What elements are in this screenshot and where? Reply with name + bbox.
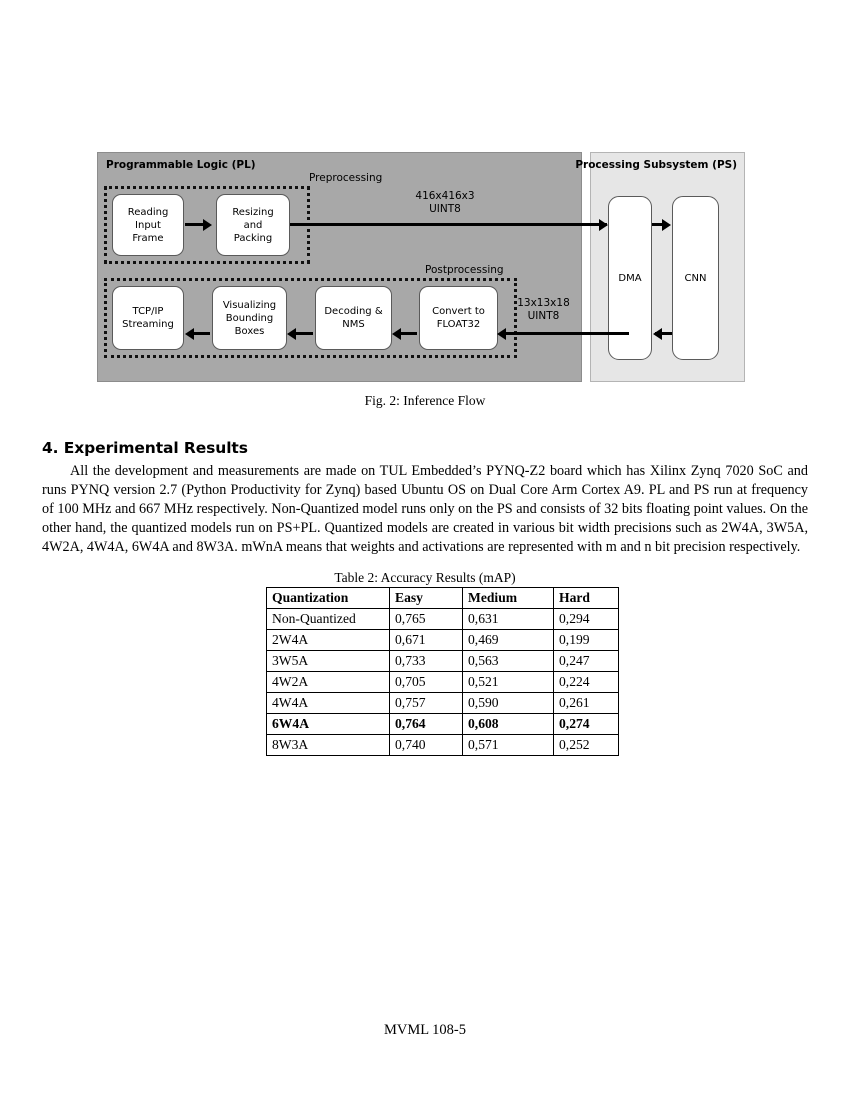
arrow-dma-to-convert-line [501,332,629,335]
arrow-resizing-to-dma-head [599,219,608,231]
process-box-convert-to-float32: Convert to FLOAT32 [419,286,498,350]
table-caption: Table 2: Accuracy Results (mAP) [334,570,516,585]
process-box-visualizing-bounding-boxes: Visualizing Bounding Boxes [212,286,287,350]
cell-easy: 0,765 [390,609,463,630]
inference-flow-diagram [97,152,745,382]
table-row [267,609,619,630]
cell-easy: 0,733 [390,651,463,672]
cell-medium: 0,608 [463,714,554,735]
arrow-decoding-to-visualize-head [287,328,296,340]
cell-quantization: 3W5A [267,651,390,672]
cell-medium: 0,521 [463,672,554,693]
arrow-dma-to-cnn-head [662,219,671,231]
table-header-hard: Hard [554,588,619,609]
table-row [267,651,619,672]
cell-hard: 0,261 [554,693,619,714]
cell-hard: 0,224 [554,672,619,693]
cell-quantization: 6W4A [267,714,390,735]
process-box-dma: DMA [608,196,652,360]
cell-quantization: 4W2A [267,672,390,693]
table-row [267,672,619,693]
table-row [267,693,619,714]
page-footer: MVML 108-5 [383,1022,467,1038]
cell-hard: 0,252 [554,735,619,756]
cell-easy: 0,757 [390,693,463,714]
postprocessing-group-label: Postprocessing [425,264,504,276]
accuracy-results-table [266,587,619,756]
process-box-reading-input-frame: Reading Input Frame [112,194,184,256]
process-box-cnn: CNN [672,196,719,360]
process-box-tcpip-streaming: TCP/IP Streaming [112,286,184,350]
preprocessing-group-label: Preprocessing [309,172,383,184]
processing-subsystem-title: Processing Subsystem (PS) [575,159,737,171]
cell-medium: 0,563 [463,651,554,672]
programmable-logic-title: Programmable Logic (PL) [106,159,256,171]
table-body [267,609,619,756]
table-header-medium: Medium [463,588,554,609]
arrow-cnn-to-dma-head [653,328,662,340]
cell-quantization: 2W4A [267,630,390,651]
cell-hard: 0,274 [554,714,619,735]
arrow-visualize-to-tcpip-head [185,328,194,340]
table-row [267,714,619,735]
cell-medium: 0,631 [463,609,554,630]
cell-medium: 0,469 [463,630,554,651]
cell-medium: 0,571 [463,735,554,756]
arrow-resizing-to-dma-line [290,223,607,226]
process-box-resizing-and-packing: Resizing and Packing [216,194,290,256]
paragraph-experimental-setup: All the development and measurements are made on TUL Embedded’s PYNQ-Z2 board which has Xilinx Zynq 7020 SoC and runs PYNQ version 2.7 (Python Productivity for Zynq) based Ubuntu OS on Dual Core Arm Cortex A9. PL and PS run at frequency of 100 MHz and 667 MHz respectively. Non-Quantized model runs only on the PS and consists of 32 bits floating point values. On the other hand, the quantized models run on PS+PL. Quantized models are created in various bit width precisions such as 2W4A, 3W5A, 4W2A, 4W4A, 6W4A and 8W3A. mWnA means that weights and activations are represented with m and n bit precision respectively. [42,463,808,555]
arrow-reading-to-resizing-head [203,219,212,231]
cell-easy: 0,740 [390,735,463,756]
dataflow-label-input: 416x416x3 UINT8 [415,190,475,215]
arrow-reading-to-resizing-line [185,223,205,226]
table-row [267,735,619,756]
dataflow-label-output: 13x13x18 UINT8 [517,297,570,322]
arrow-dma-to-convert-head [497,328,506,340]
table-header-row [267,588,619,609]
figure-caption: Fig. 2: Inference Flow [364,393,486,408]
cell-quantization: 4W4A [267,693,390,714]
cell-easy: 0,671 [390,630,463,651]
cell-quantization: 8W3A [267,735,390,756]
cell-easy: 0,705 [390,672,463,693]
cell-medium: 0,590 [463,693,554,714]
cell-easy: 0,764 [390,714,463,735]
table-header-easy: Easy [390,588,463,609]
process-box-decoding-nms: Decoding & NMS [315,286,392,350]
table-row [267,630,619,651]
cell-hard: 0,247 [554,651,619,672]
cell-hard: 0,294 [554,609,619,630]
cell-quantization: Non-Quantized [267,609,390,630]
section-heading: 4. Experimental Results [42,438,248,457]
cell-hard: 0,199 [554,630,619,651]
arrow-convert-to-decoding-head [392,328,401,340]
table-header-quantization: Quantization [267,588,390,609]
